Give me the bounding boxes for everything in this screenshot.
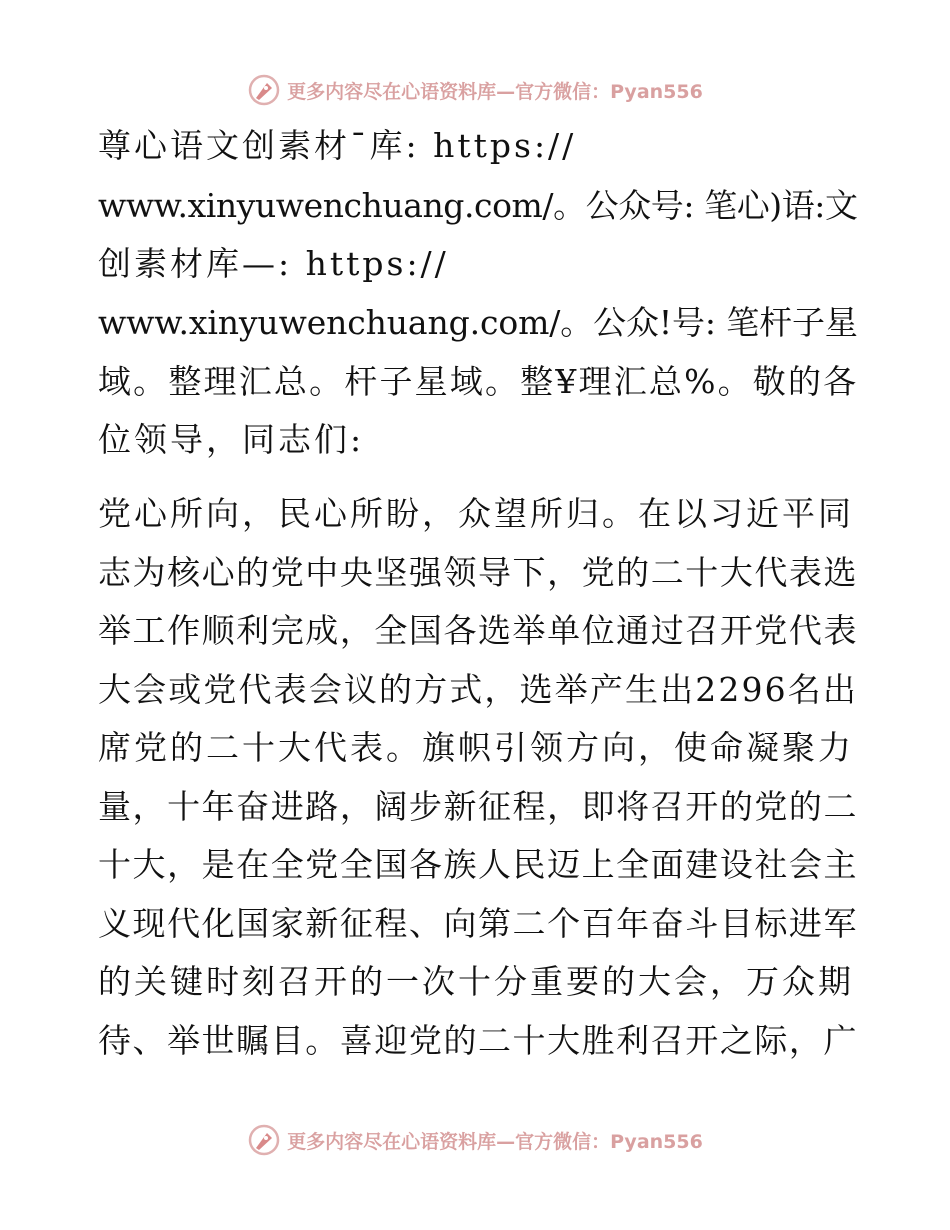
text-line-8: 志为核心的党中央坚强领导下，党的二十大代表选	[98, 553, 858, 592]
footer-watermark-banner	[0, 1118, 950, 1162]
header-watermark-banner	[0, 68, 950, 112]
text-line-5: 域。整理汇总。杆子星域。整¥理汇总%。敬的各	[98, 362, 859, 401]
text-line-3: 创素材库—: https://	[98, 244, 449, 283]
text-line-10: 大会或党代表会议的方式，选举产生出2296名出	[98, 670, 858, 709]
pen-nib-logo-icon	[247, 1123, 281, 1157]
text-line-11: 席党的二十大代表。旗帜引领方向，使命凝聚力	[98, 728, 854, 767]
text-line-2: www.xinyuwenchuang.com/。公众号: 笔心)语:文	[98, 186, 858, 225]
text-line-6: 位领导，同志们:	[98, 420, 365, 459]
header-watermark-text: 更多内容尽在心语资料库—官方微信：Pyan556	[287, 80, 703, 103]
text-line-13: 十大，是在全党全国各族人民迈上全面建设社会主	[98, 845, 858, 884]
text-line-4: www.xinyuwenchuang.com/。公众!号: 笔杆子星	[98, 303, 858, 342]
text-line-16: 待、举世瞩目。喜迎党的二十大胜利召开之际，广	[98, 1021, 858, 1060]
text-line-7: 党心所向，民心所盼，众望所归。在以习近平同	[98, 494, 854, 533]
text-line-15: 的关键时刻召开的一次十分重要的大会，万众期	[98, 962, 854, 1001]
footer-watermark-text: 更多内容尽在心语资料库—官方微信：Pyan556	[287, 1130, 703, 1153]
text-line-12: 量，十年奋进路，阔步新征程，即将召开的党的二	[98, 787, 858, 826]
text-line-1: 尊心语文创素材¯库: https://	[98, 126, 577, 165]
pen-nib-logo-icon	[247, 73, 281, 107]
text-line-9: 举工作顺利完成，全国各选举单位通过召开党代表	[98, 611, 858, 650]
text-line-14: 义现代化国家新征程、向第二个百年奋斗目标进军	[98, 904, 858, 943]
